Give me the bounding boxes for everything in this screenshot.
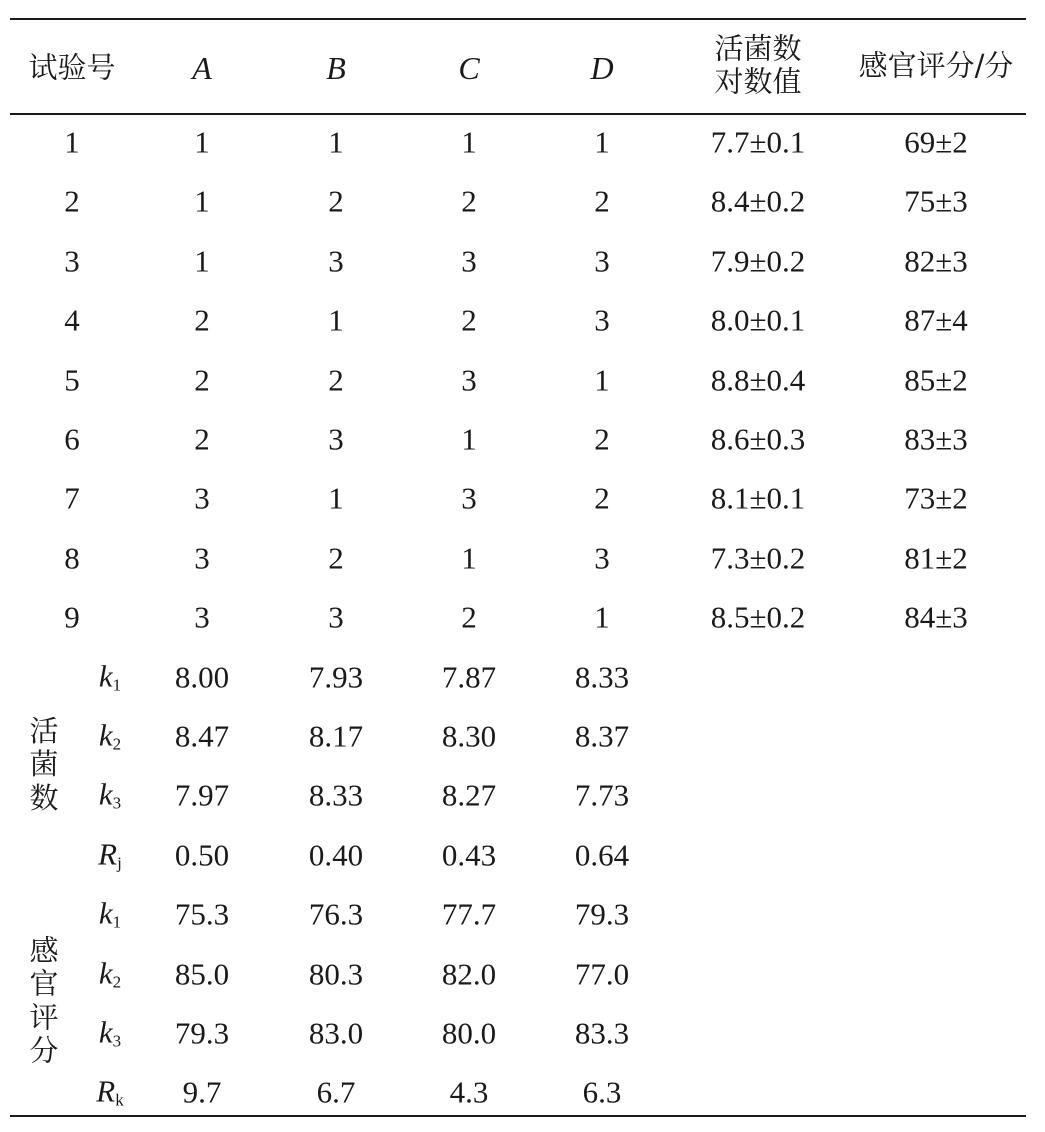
viable-log-value: 8.5±0.2 <box>710 599 806 635</box>
trial-number: 6 <box>64 421 80 457</box>
range-symbol-subscript: 2 <box>112 972 122 992</box>
range-value-d: 6.3 <box>582 1074 622 1110</box>
factor-level-d: 3 <box>594 302 610 338</box>
range-symbol-letter: k <box>98 1014 113 1050</box>
range-value-a: 0.50 <box>174 837 230 873</box>
range-symbol-letter: k <box>98 776 113 812</box>
sensory-score-value: 81±2 <box>904 540 968 576</box>
factor-level-b: 1 <box>328 302 344 338</box>
range-value-c: 4.3 <box>449 1074 489 1110</box>
factor-level-a: 3 <box>194 599 210 635</box>
viable-group-label: 活菌数 <box>29 713 59 815</box>
factor-level-c: 2 <box>461 302 477 338</box>
factor-level-b: 3 <box>328 243 344 279</box>
header-factor-b: B <box>326 50 346 86</box>
range-value-a: 75.3 <box>174 896 230 932</box>
factor-level-a: 2 <box>194 421 210 457</box>
sensory-score-value: 73±2 <box>904 480 968 516</box>
range-value-b: 6.7 <box>316 1074 356 1110</box>
trial-number: 1 <box>64 124 80 160</box>
factor-level-a: 2 <box>194 362 210 398</box>
trial-number: 9 <box>64 599 80 635</box>
range-value-b: 83.0 <box>308 1015 364 1051</box>
range-value-a: 85.0 <box>174 956 230 992</box>
factor-level-b: 2 <box>328 183 344 219</box>
header-viable-log: 活菌数对数值 <box>714 31 802 99</box>
factor-level-d: 1 <box>594 124 610 160</box>
factor-level-a: 2 <box>194 302 210 338</box>
factor-level-a: 1 <box>194 183 210 219</box>
top-rule <box>10 18 1026 20</box>
range-value-c: 77.7 <box>441 896 497 932</box>
sensory-score-value: 82±3 <box>904 243 968 279</box>
range-value-c: 8.27 <box>441 777 497 813</box>
factor-level-b: 3 <box>328 599 344 635</box>
factor-level-c: 2 <box>461 599 477 635</box>
sensory-score-value: 84±3 <box>904 599 968 635</box>
factor-level-d: 1 <box>594 362 610 398</box>
range-symbol-letter: R <box>96 1073 116 1109</box>
viable-log-value: 8.8±0.4 <box>710 362 806 398</box>
factor-level-b: 1 <box>328 480 344 516</box>
factor-level-c: 1 <box>461 540 477 576</box>
range-symbol-subscript: k <box>115 1090 124 1110</box>
factor-level-a: 1 <box>194 124 210 160</box>
trial-number: 3 <box>64 243 80 279</box>
trial-number: 2 <box>64 183 80 219</box>
range-value-c: 80.0 <box>441 1015 497 1051</box>
factor-level-b: 3 <box>328 421 344 457</box>
range-symbol-letter: k <box>98 895 113 931</box>
range-symbol-subscript: 1 <box>112 912 122 932</box>
range-value-a: 79.3 <box>174 1015 230 1051</box>
range-value-b: 8.33 <box>308 777 364 813</box>
range-symbol-subscript: 3 <box>112 793 122 813</box>
range-symbol-subscript: 1 <box>112 675 122 695</box>
range-value-b: 80.3 <box>308 956 364 992</box>
factor-level-c: 3 <box>461 243 477 279</box>
range-value-d: 79.3 <box>574 896 630 932</box>
range-value-c: 82.0 <box>441 956 497 992</box>
range-symbol-letter: k <box>98 658 113 694</box>
factor-level-c: 3 <box>461 480 477 516</box>
header-sensory-score: 感官评分/分 <box>858 48 1014 83</box>
sensory-score-value: 87±4 <box>904 302 968 338</box>
range-value-a: 7.97 <box>174 777 230 813</box>
range-value-d: 7.73 <box>574 777 630 813</box>
range-value-d: 77.0 <box>574 956 630 992</box>
header-factor-a: A <box>192 50 212 86</box>
factor-level-d: 3 <box>594 540 610 576</box>
range-symbol <box>99 660 121 693</box>
sensory-group-label: 感官评分 <box>29 933 59 1068</box>
range-value-a: 8.47 <box>174 718 230 754</box>
factor-level-c: 1 <box>461 124 477 160</box>
header-factor-c: C <box>458 50 480 86</box>
sensory-score-value: 83±3 <box>904 421 968 457</box>
factor-level-b: 2 <box>328 540 344 576</box>
viable-log-value: 7.3±0.2 <box>710 540 806 576</box>
trial-number: 7 <box>64 480 80 516</box>
range-value-d: 8.33 <box>574 659 630 695</box>
range-value-b: 8.17 <box>308 718 364 754</box>
range-symbol <box>98 895 122 932</box>
factor-level-a: 1 <box>194 243 210 279</box>
viable-log-value: 8.1±0.1 <box>710 480 806 516</box>
viable-log-value: 7.7±0.1 <box>710 124 806 160</box>
range-value-a: 9.7 <box>182 1074 222 1110</box>
trial-number: 8 <box>64 540 80 576</box>
factor-level-c: 3 <box>461 362 477 398</box>
range-value-c: 7.87 <box>441 659 497 695</box>
range-symbol <box>98 1014 122 1051</box>
factor-level-d: 3 <box>594 243 610 279</box>
factor-level-c: 2 <box>461 183 477 219</box>
range-symbol <box>99 957 121 990</box>
viable-log-value: 7.9±0.2 <box>710 243 806 279</box>
range-value-d: 0.64 <box>574 837 630 873</box>
header-factor-d: D <box>590 50 614 86</box>
viable-log-value: 8.4±0.2 <box>710 183 806 219</box>
factor-level-d: 1 <box>594 599 610 635</box>
range-symbol-subscript: 2 <box>112 734 122 754</box>
factor-level-b: 1 <box>328 124 344 160</box>
bottom-rule <box>10 1115 1026 1117</box>
factor-level-d: 2 <box>594 421 610 457</box>
range-symbol-subscript: 3 <box>112 1031 122 1051</box>
range-symbol <box>98 717 122 754</box>
range-value-c: 8.30 <box>441 718 497 754</box>
factor-level-a: 3 <box>194 480 210 516</box>
range-value-b: 76.3 <box>308 896 364 932</box>
range-symbol-letter: k <box>98 955 113 991</box>
range-symbol-letter: k <box>98 717 113 753</box>
range-value-a: 8.00 <box>174 659 230 695</box>
range-symbol <box>98 776 122 813</box>
sensory-score-value: 69±2 <box>904 124 968 160</box>
range-value-d: 8.37 <box>574 718 630 754</box>
trial-number: 5 <box>64 362 80 398</box>
range-symbol-subscript: j <box>117 853 122 873</box>
factor-level-d: 2 <box>594 183 610 219</box>
factor-level-b: 2 <box>328 362 344 398</box>
factor-level-d: 2 <box>594 480 610 516</box>
header-trial-no: 试验号 <box>28 50 116 85</box>
header-rule <box>10 113 1026 115</box>
trial-number: 4 <box>64 302 80 338</box>
range-symbol <box>98 838 122 871</box>
viable-log-value: 8.6±0.3 <box>710 421 806 457</box>
range-value-c: 0.43 <box>441 837 497 873</box>
viable-log-value: 8.0±0.1 <box>710 302 806 338</box>
range-value-b: 0.40 <box>308 837 364 873</box>
range-symbol <box>96 1073 124 1110</box>
sensory-score-value: 85±2 <box>904 362 968 398</box>
factor-level-a: 3 <box>194 540 210 576</box>
range-value-d: 83.3 <box>574 1015 630 1051</box>
range-symbol-letter: R <box>98 836 118 872</box>
range-value-b: 7.93 <box>308 659 364 695</box>
sensory-score-value: 75±3 <box>904 183 968 219</box>
factor-level-c: 1 <box>461 421 477 457</box>
